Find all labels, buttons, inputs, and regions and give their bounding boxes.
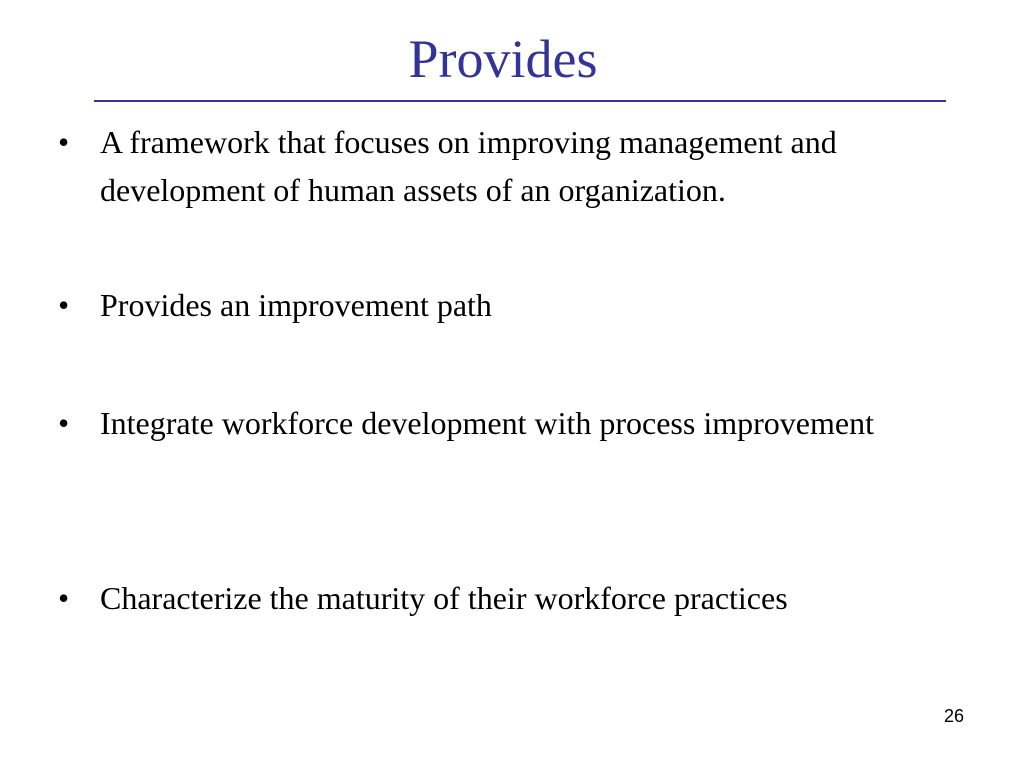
page-number: 26 [943, 706, 964, 726]
slide-title: Provides [408, 29, 598, 89]
bullet-text: A framework that focuses on improving management and development of human assets of an organization. [100, 124, 837, 208]
bullet-marker: • [58, 580, 70, 616]
bullet-item [58, 281, 978, 329]
bullet-item [58, 574, 978, 622]
bullet-marker: • [58, 124, 70, 160]
bullet-item [58, 396, 978, 450]
bullet-marker: • [58, 287, 70, 323]
bullet-text: Characterize the maturity of their workforce practices [100, 580, 788, 616]
bullet-item [58, 118, 978, 214]
bullet-marker: • [58, 405, 70, 441]
bullet-text: Integrate workforce development with process improvement [100, 405, 874, 441]
bullet-text: Provides an improvement path [100, 287, 492, 323]
